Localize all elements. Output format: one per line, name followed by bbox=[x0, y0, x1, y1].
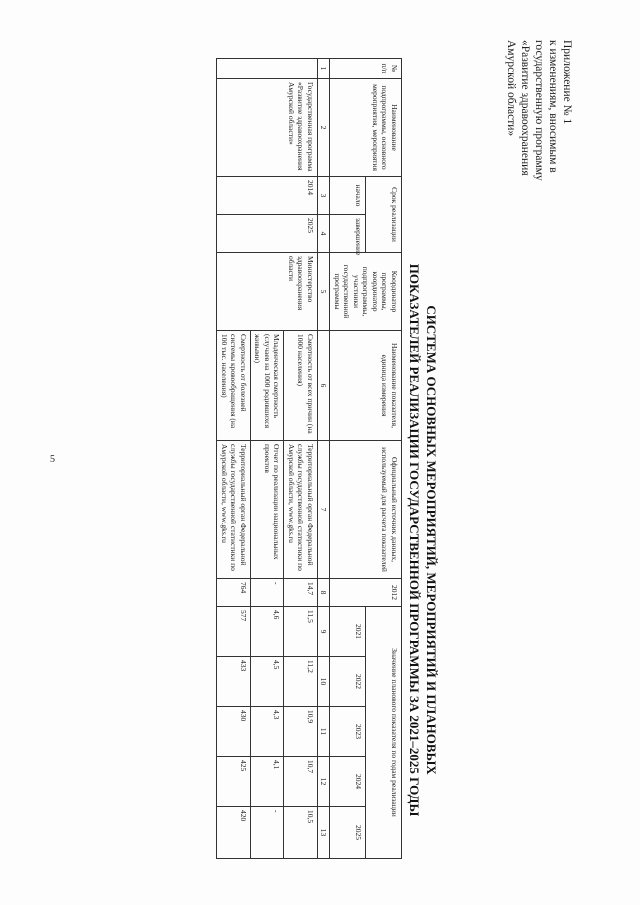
header-year: 2023 bbox=[330, 707, 366, 757]
column-number: 11 bbox=[318, 707, 331, 757]
appendix-note bbox=[504, 40, 574, 260]
indicator-source: Территориальный орган Федеральной службы государственной статистики по Амурской области, www.gks.ru bbox=[217, 441, 251, 579]
indicator-value: 4,3 bbox=[251, 707, 285, 757]
header-start: начало bbox=[330, 177, 366, 215]
indicator-value: 425 bbox=[217, 757, 251, 807]
header-indicator: Наименование показателя, единица измерения bbox=[330, 331, 402, 441]
indicator-name: Смертность от всех причин (на 1000 населения) bbox=[284, 331, 318, 441]
indicator-base: 764 bbox=[217, 579, 251, 607]
header-year: 2025 bbox=[330, 807, 366, 859]
indicator-value: 4,5 bbox=[251, 657, 285, 707]
header-source: Официальный источник данных, используемый для расчета показателей bbox=[330, 441, 402, 579]
column-number: 1 bbox=[318, 59, 331, 79]
column-number: 12 bbox=[318, 757, 331, 807]
start-year: 2014 bbox=[217, 177, 318, 215]
program-name: Государственная программа «Развитие здравоохранения Амурской области» bbox=[217, 79, 318, 177]
rotated-content bbox=[20, 40, 580, 860]
indicator-value: 10,9 bbox=[284, 707, 318, 757]
page-number: 5 bbox=[50, 454, 55, 465]
indicator-source: Территориальный орган Федеральной службы государственной статистики по Амурской области, www.gks.ru bbox=[284, 441, 318, 579]
table-row bbox=[284, 59, 318, 859]
title-line: СИСТЕМА ОСНОВНЫХ МЕРОПРИЯТИЙ, МЕРОПРИЯТИЙ И ПЛАНОВЫХ bbox=[424, 305, 439, 775]
indicator-value: 4,1 bbox=[251, 757, 285, 807]
column-number-row bbox=[318, 59, 331, 859]
indicator-value: 420 bbox=[217, 807, 251, 859]
header-row bbox=[366, 59, 402, 859]
header-plan: Значение планового показателя по годам реализации bbox=[366, 607, 402, 859]
indicator-value: 577 bbox=[217, 607, 251, 657]
column-number: 4 bbox=[318, 215, 331, 253]
end-year: 2025 bbox=[217, 215, 318, 253]
indicator-value: 4,6 bbox=[251, 607, 285, 657]
header-year: 2021 bbox=[330, 607, 366, 657]
indicators-table bbox=[217, 58, 403, 859]
column-number: 13 bbox=[318, 807, 331, 859]
header-year: 2022 bbox=[330, 657, 366, 707]
document-title bbox=[406, 220, 440, 860]
indicator-base: 14,7 bbox=[284, 579, 318, 607]
header-year: 2024 bbox=[330, 757, 366, 807]
column-number: 9 bbox=[318, 607, 331, 657]
indicator-value: 11,5 bbox=[284, 607, 318, 657]
coordinator: Министерство здравоохранения области bbox=[217, 253, 318, 331]
header-coordinator: Координатор программы, координатор подпрограммы, участники государственной программы bbox=[330, 253, 402, 331]
header-end: завершение bbox=[330, 215, 366, 253]
column-number: 2 bbox=[318, 79, 331, 177]
column-number: 10 bbox=[318, 657, 331, 707]
header-base-year: 2012 bbox=[330, 579, 402, 607]
indicator-name: Младенческая смертность (случаев на 1000 родившихся живыми) bbox=[251, 331, 285, 441]
column-number: 3 bbox=[318, 177, 331, 215]
indicator-source: Отчет по реализации национальных проектов bbox=[251, 441, 285, 579]
column-number: 5 bbox=[318, 253, 331, 331]
row-num bbox=[217, 59, 318, 79]
indicator-value: - bbox=[251, 807, 285, 859]
title-line: ПОКАЗАТЕЛЕЙ РЕАЛИЗАЦИИ ГОСУДАРСТВЕННОЙ ПРОГРАММЫ ЗА 2021–2025 ГОДЫ bbox=[407, 263, 422, 817]
header-term: Срок реализации bbox=[366, 177, 402, 253]
indicator-value: 10,7 bbox=[284, 757, 318, 807]
header-num: № п/п bbox=[330, 59, 402, 79]
indicator-base: - bbox=[251, 579, 285, 607]
appendix-line: «Развитие здравоохранения bbox=[519, 40, 531, 176]
header-name: Наименование подпрограммы, основного мероприятия, мероприятия bbox=[330, 79, 402, 177]
indicator-value: 11,2 bbox=[284, 657, 318, 707]
column-number: 8 bbox=[318, 579, 331, 607]
indicator-value: 10,5 bbox=[284, 807, 318, 859]
appendix-line: Амурской области» bbox=[505, 40, 517, 137]
appendix-line: государственную программу bbox=[533, 40, 545, 181]
indicator-value: 433 bbox=[217, 657, 251, 707]
column-number: 6 bbox=[318, 331, 331, 441]
appendix-line: к изменениям, вносимым в bbox=[547, 40, 559, 173]
indicator-name: Смертность от болезней системы кровообращения (на 100 тыс. населения) bbox=[217, 331, 251, 441]
appendix-line: Приложение № 1 bbox=[561, 40, 573, 125]
column-number: 7 bbox=[318, 441, 331, 579]
indicator-value: 430 bbox=[217, 707, 251, 757]
